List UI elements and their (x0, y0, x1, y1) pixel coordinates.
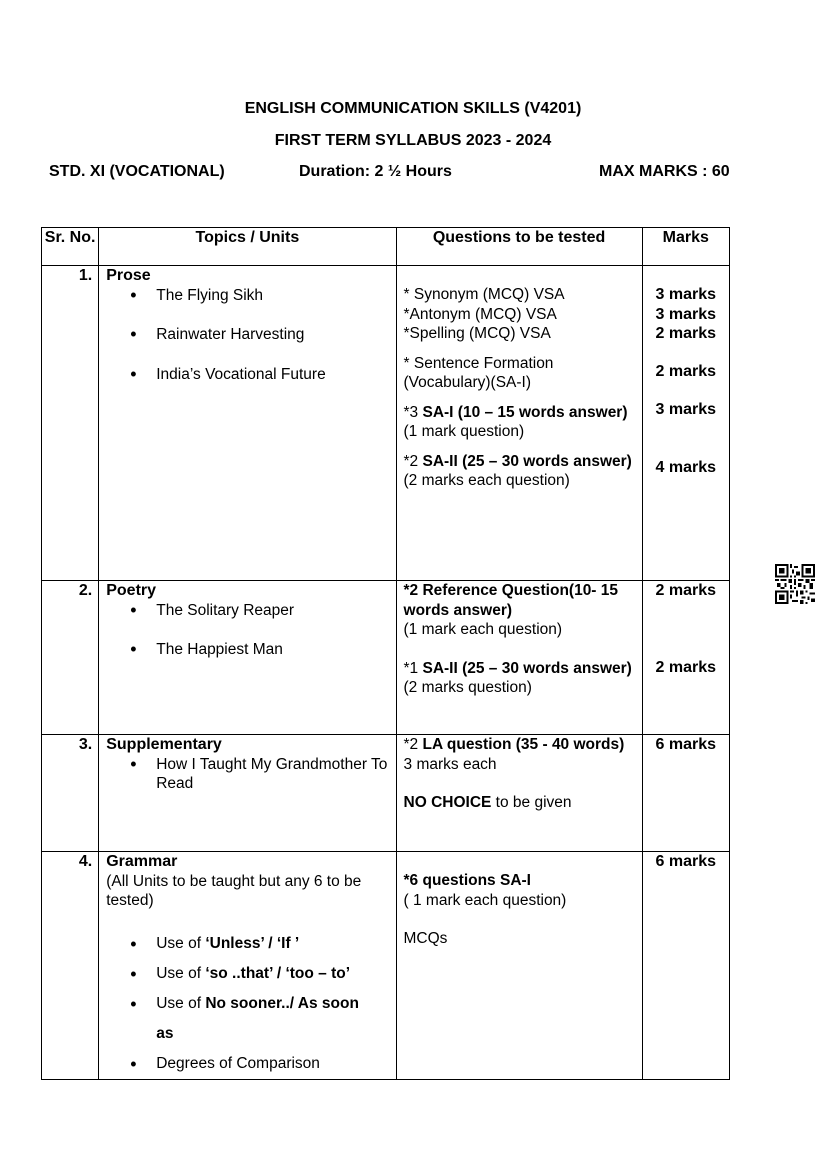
document-subtitle: FIRST TERM SYLLABUS 2023 - 2024 (274, 132, 552, 149)
topic-cell (99, 852, 396, 1080)
question-note: 3 marks each (403, 755, 497, 773)
row-number: 4. (42, 852, 99, 1080)
row-number: 3. (42, 735, 99, 852)
topic-cell (99, 266, 396, 581)
topic-title: Poetry (106, 582, 157, 599)
topic-list (106, 929, 395, 1079)
document-title: ENGLISH COMMUNICATION SKILLS (V4201) (244, 100, 582, 117)
marks-value: 2 marks (655, 658, 717, 676)
topic-title: Prose (106, 267, 151, 284)
list-item: • The Happiest Man (106, 640, 395, 660)
standard-label: STD. XI (VOCATIONAL) (49, 163, 225, 180)
question-note: ( 1 mark each question) (403, 891, 567, 909)
list-item: • India’s Vocational Future (106, 365, 395, 385)
marks-cell (642, 266, 729, 581)
question-text: NO CHOICE to be given (403, 794, 572, 811)
topic-cell (99, 581, 396, 735)
marks-value: 2 marks (655, 325, 717, 342)
topic-list (106, 601, 395, 660)
marks-value: 3 marks (655, 286, 717, 303)
max-marks-label: MAX MARKS : 60 (599, 163, 730, 180)
topic-note: (All Units to be taught but any 6 to be tested) (106, 872, 362, 909)
duration-label: Duration: 2 ½ Hours (299, 163, 452, 180)
list-item: • Use of ‘Unless’ / ‘If ’ (106, 929, 395, 959)
questions-cell (396, 266, 642, 581)
header-marks: Marks (642, 228, 729, 266)
marks-value: 3 marks (655, 305, 717, 323)
question-note: (1 mark each question) (403, 621, 563, 638)
questions-cell (396, 735, 642, 852)
qr-code-icon (775, 564, 815, 604)
marks-value: 2 marks (655, 582, 717, 599)
question-text: * Synonym (MCQ) VSA (403, 286, 565, 303)
marks-value: 2 marks (655, 362, 717, 380)
question-text: *3 SA-I (10 – 15 words answer) (403, 403, 628, 421)
list-item: • Degrees of Comparison (106, 1049, 395, 1079)
list-item: • The Flying Sikh (106, 286, 395, 306)
topic-list (106, 286, 395, 385)
question-note: (2 marks question) (403, 679, 532, 696)
marks-cell (642, 735, 729, 852)
table-header-row (42, 228, 730, 266)
list-item: • Use of No sooner../ As soon as (106, 989, 395, 1049)
topic-title: Supplementary (106, 736, 222, 753)
question-text: *1 SA-II (25 – 30 words answer) (403, 659, 632, 677)
list-item: • How I Taught My Grandmother To Read (106, 755, 395, 794)
table-row (42, 735, 730, 852)
questions-cell (396, 581, 642, 735)
marks-value: 4 marks (655, 458, 717, 476)
question-text: *6 questions SA-I (403, 872, 531, 889)
row-number: 1. (42, 266, 99, 581)
question-note: (1 mark question) (403, 423, 525, 440)
marks-cell (642, 581, 729, 735)
topic-cell (99, 735, 396, 852)
topic-title: Grammar (106, 853, 178, 870)
question-text: MCQs (403, 930, 448, 947)
question-text: * Sentence Formation (Vocabulary)(SA-I) (403, 354, 554, 391)
list-item: • Use of ‘so ..that’ / ‘too – to’ (106, 959, 395, 989)
marks-value: 6 marks (655, 736, 717, 753)
list-item: • The Solitary Reaper (106, 601, 395, 621)
table-row (42, 581, 730, 735)
question-text: *Spelling (MCQ) VSA (403, 325, 551, 342)
question-text: *2 Reference Question(10- 15 words answer) (403, 582, 619, 619)
row-number: 2. (42, 581, 99, 735)
marks-value: 6 marks (655, 853, 717, 870)
questions-cell (396, 852, 642, 1080)
question-note: (2 marks each question) (403, 472, 570, 489)
header-topics: Topics / Units (99, 228, 396, 266)
list-item: • Rainwater Harvesting (106, 325, 395, 345)
syllabus-table (41, 227, 730, 1080)
marks-cell (642, 852, 729, 1080)
question-text: *2 SA-II (25 – 30 words answer) (403, 452, 632, 470)
table-row (42, 266, 730, 581)
question-text: *Antonym (MCQ) VSA (403, 305, 557, 323)
topic-list (106, 755, 395, 794)
header-questions: Questions to be tested (396, 228, 642, 266)
header-sr-no: Sr. No. (42, 228, 99, 266)
table-row (42, 852, 730, 1080)
marks-value: 3 marks (655, 401, 717, 418)
question-text: *2 LA question (35 - 40 words) (403, 736, 625, 753)
